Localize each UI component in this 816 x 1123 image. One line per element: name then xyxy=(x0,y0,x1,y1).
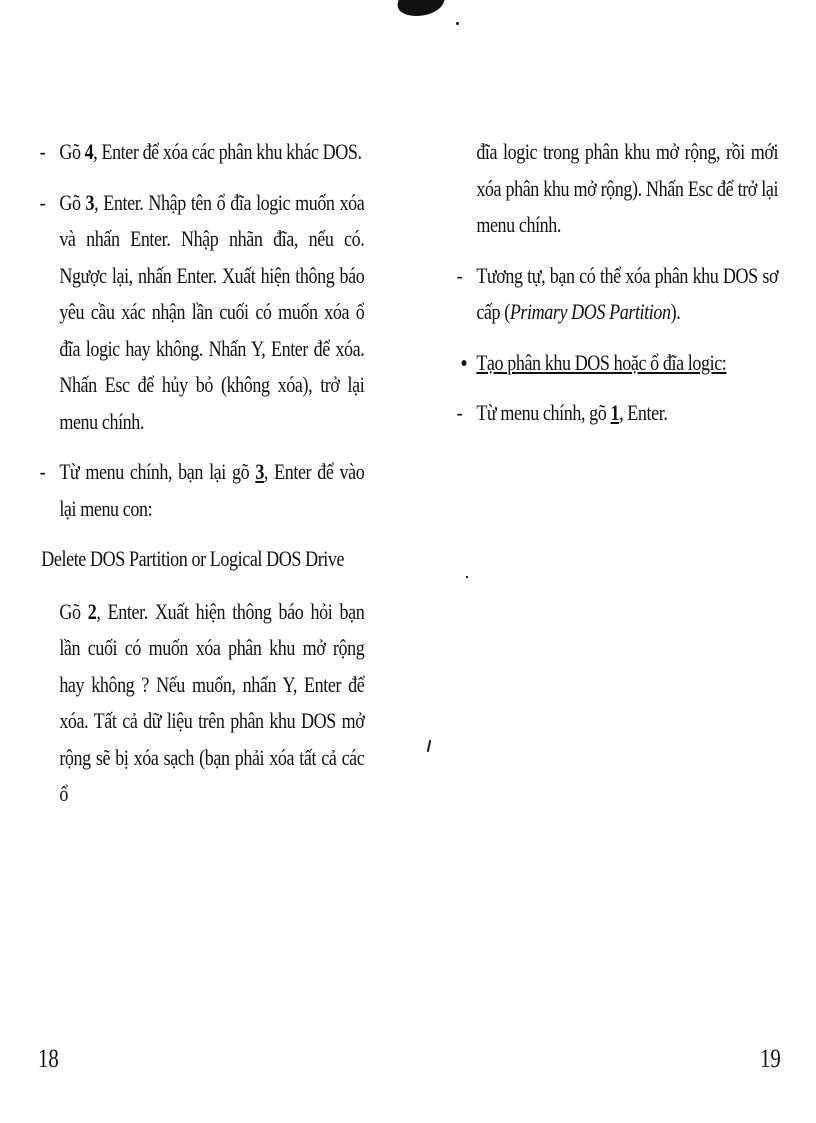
section-heading-item xyxy=(455,345,778,382)
key-number: 4 xyxy=(84,139,94,164)
right-page-column xyxy=(455,134,778,446)
list-item: - Gõ 4, Enter để xóa các phân khu khác DOS. xyxy=(38,134,364,171)
list-item: - Tương tự, bạn có thể xóa phân khu DOS sơ cấp (Primary DOS Partition). xyxy=(455,258,778,331)
dash-marker: - xyxy=(39,459,46,484)
dash-marker: - xyxy=(39,139,46,164)
page-number-right: 19 xyxy=(760,1044,781,1073)
key-number: 2 xyxy=(87,598,97,624)
page-number-left: 18 xyxy=(38,1044,59,1073)
list-item: - Gõ 3, Enter. Nhập tên ổ đĩa logic muốn xóa và nhấn Enter. Nhập nhãn đĩa, nếu có. Ngược lại, nhấn Enter. Xuất hiện thông báo yêu cầu xác nhận lần cuối có muốn xóa ổ đĩa logic hay không. Nhấn Y, Enter để xóa. Nhấn Esc để hủy bỏ (không xóa), trở lại menu chính. xyxy=(38,185,364,441)
continuation-paragraph: đĩa logic trong phân khu mở rộng, rồi mới xóa phân khu mở rộng). Nhấn Esc để trở lại menu chính. xyxy=(476,139,779,237)
key-number: 1 xyxy=(610,400,620,425)
key-number: 3 xyxy=(85,189,95,215)
scan-dot xyxy=(456,22,459,25)
key-number: 3 xyxy=(255,459,264,484)
dash-marker: - xyxy=(456,400,463,425)
italic-term: Primary DOS Partition xyxy=(509,299,671,324)
section-heading: Tạo phân khu DOS hoặc ổ đĩa logic: xyxy=(476,349,727,375)
left-page-column xyxy=(38,134,364,813)
bullet-dot-icon xyxy=(462,360,467,366)
scan-mark xyxy=(427,740,431,752)
scan-dot-small xyxy=(466,576,468,578)
submenu-title: Delete DOS Partition or Logical DOS Drive xyxy=(41,546,345,571)
binding-mark xyxy=(393,0,444,16)
list-item: - Từ menu chính, bạn lại gõ 3, Enter để vào lại menu con: xyxy=(38,454,364,527)
dash-marker: - xyxy=(39,189,46,215)
paragraph: Gõ 2, Enter. Xuất hiện thông báo hỏi bạn lần cuối có muốn xóa phân khu mở rộng hay không ? Nếu muốn, nhấn Y, Enter để xóa. Tất cả dữ liệu trên phân khu DOS mở rộng sẽ bị xóa sạch (bạn phải xóa tất cả các ổ xyxy=(59,598,365,806)
dash-marker: - xyxy=(456,262,463,288)
list-item: - Từ menu chính, gõ 1, Enter. xyxy=(455,395,778,432)
